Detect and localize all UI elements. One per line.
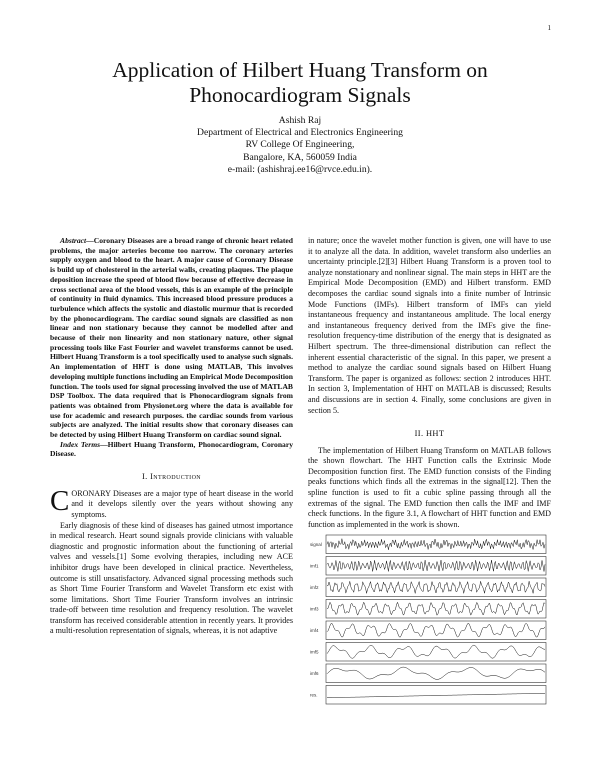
abstract-text: —Coronary Diseases are a broad range of chronic heart related problems, the major arteries become too narrow. The coronary arteries supply oxygen and blood to the heart. A major cause of Coronary Disease is build up of cholesterol in the arterial walls, creating plaques. The plaque deposition increase the speed of blood flow because of effective decrease in cross sectional area of the blood vessels, this is an example of the principle of continuity in fluid dynamics. This increased blood pressure produces a turbulence which affects the systolic and diastolic murmur that is recorded by the phonocardiogram. The cardiac sound signals are classified as non linear and non stationary because they cannot be modelled after and because of their non linearity and non stationary nature, other signal processing tools like Fast Fourier and wavelet transforms cannot be used. Hilbert Huang Transform is a tool specifically used to analyse such signals. An implementation of HHT is done using MATLAB, This involves developing multiple functions including an Empirical Mode Decomposition function. The tools used for signal processing involved the use of MATLAB DSP Toolbox. The data required that is Phonocardiogram signals from patients was obtained from Physionet.org where the data is available for use for academic and research purposes. the cardiac sounds from various subjects are analyzed. The initial results show that coronary diseases can be detected by using Hilbert Huang Transform on cardiac sound signal. <box>50 236 293 440</box>
author-email[interactable]: e-mail: (ashishraj.ee16@rvce.edu.in). <box>227 163 373 175</box>
emd-waveform <box>327 561 545 572</box>
emd-waveform <box>327 603 545 616</box>
emd-waveform <box>327 624 545 638</box>
section-heading-introduction: I. Introduction <box>141 472 202 482</box>
author-department: Department of Electrical and Electronics Engineering <box>197 127 403 139</box>
section-heading-hht: II. HHT <box>414 429 445 439</box>
paper-title: Application of Hilbert Huang Transform on Phonocardiogram Signals <box>112 58 488 107</box>
abstract-label: Abstract <box>60 236 87 245</box>
emd-row-label: res. <box>310 692 318 698</box>
abstract <box>50 236 293 440</box>
emd-panel-frame <box>326 600 546 619</box>
index-terms-label: Index Terms <box>60 439 101 449</box>
page-number: 1 <box>547 24 551 32</box>
emd-waveform <box>327 582 545 594</box>
emd-panel-frame <box>326 621 546 640</box>
emd-row-label: imf2 <box>310 585 319 591</box>
intro-continuation: in nature; once the wavelet mother function is given, one will have to use it to analyze all the data. In addition, wavelet transform also underlies an uncertainty principle.[2][3] Hilbert Huang Transform is a proven tool to analyze nonstationary and nonlinear signal. The main steps in HHT are the Empirical Mode Decomposition (EMD) and Hilbert transform. EMD decomposes the cardiac sound signals into a finite number of Intrinsic Mode Functions (IMFs). Hilbert transform of IMFs can yield instantaneous frequency and instantaneous amplitude. The local energy and instantaneous frequency derived from the IMFs give the fine-resolution frequency-time distribution of the energy that is designated as Hilbert spectrum. The three-dimensional distribution can reflect the inherent essential characteristic of the signal. In this paper, we present a method to analyze the cardiac sound signals based on Hilbert Huang Transform. The paper is organized as follows: section 2 introduces HHT. In section 3, Implementation of HHT on MATLAB is discussed; Results and discussions are in section 4. Finally, some conclusions are given in section 5. <box>308 236 551 415</box>
index-terms-text: —Hilbert Huang Transform, Phonocardiogram, Coronary Disease. <box>50 439 294 459</box>
author-name: Ashish Raj <box>278 115 322 126</box>
emd-panel-frame <box>326 578 546 597</box>
left-column <box>50 236 293 637</box>
emd-plot <box>308 533 551 711</box>
author-college: RV College Of Engineering, <box>245 139 355 151</box>
emd-figure <box>308 533 551 708</box>
emd-waveform <box>327 694 545 698</box>
emd-panel-frame <box>326 686 546 705</box>
hht-paragraph-1: The implementation of Hilbert Huang Transform on MATLAB follows the shown flowchart. The HHT Function calls the Extrinsic Mode Decomposition function first. The EMD function consists of the Finding peaks functions which finds all the extremas in the signal[12]. Then the spline function is used to fit a cubic spline passing through all the extremas of the signal. The EMD function then calls the IMF and IMF check functions. In the figure 3.1, A flowchart of HHT function and EMD function as implemented in the work is shown. <box>308 445 551 529</box>
drop-cap: C <box>50 484 70 517</box>
emd-row-label: imf6 <box>310 671 319 677</box>
emd-row-label: signal <box>310 542 322 548</box>
intro-paragraph-1-text: ORONARY Diseases are a major type of heart disease in the world and it develops silently over the years without showing any symptoms. <box>71 488 293 519</box>
emd-row-label: imf4 <box>310 628 319 634</box>
author-block <box>40 115 560 176</box>
intro-paragraph-2: Early diagnosis of these kind of diseases has gained utmost importance in medical research. Heart sound signals provide clinicians with valuable diagnostic and prognostic information about the functioning of arterial valves and vessels.[1] Some evolving therapies, including new ACE inhibitor drugs have been developed in clinical practice. Nevertheless, outcome is still unsatisfactory. Advanced signal processing methods such as Short Time Fourier Transform and Wavelet Transform etc exist with some limitations. Short Time Fourier Transform involves an intrinsic trade-off between time resolution and frequency resolution. The wavelet transform has received considerable attention in recently years. It provides a multi-resolution representation of signals, whereas, it is not adaptive <box>50 520 293 636</box>
emd-waveform <box>327 646 545 659</box>
author-location: Bangalore, KA, 560059 India <box>243 151 357 163</box>
right-column <box>308 236 551 708</box>
emd-waveform <box>327 539 545 550</box>
emd-row-label: imf1 <box>310 563 319 569</box>
emd-waveform <box>327 668 545 680</box>
intro-paragraph-1 <box>50 484 293 521</box>
emd-row-label: imf5 <box>310 649 319 655</box>
emd-row-label: imf3 <box>310 606 319 612</box>
index-terms <box>50 440 293 459</box>
